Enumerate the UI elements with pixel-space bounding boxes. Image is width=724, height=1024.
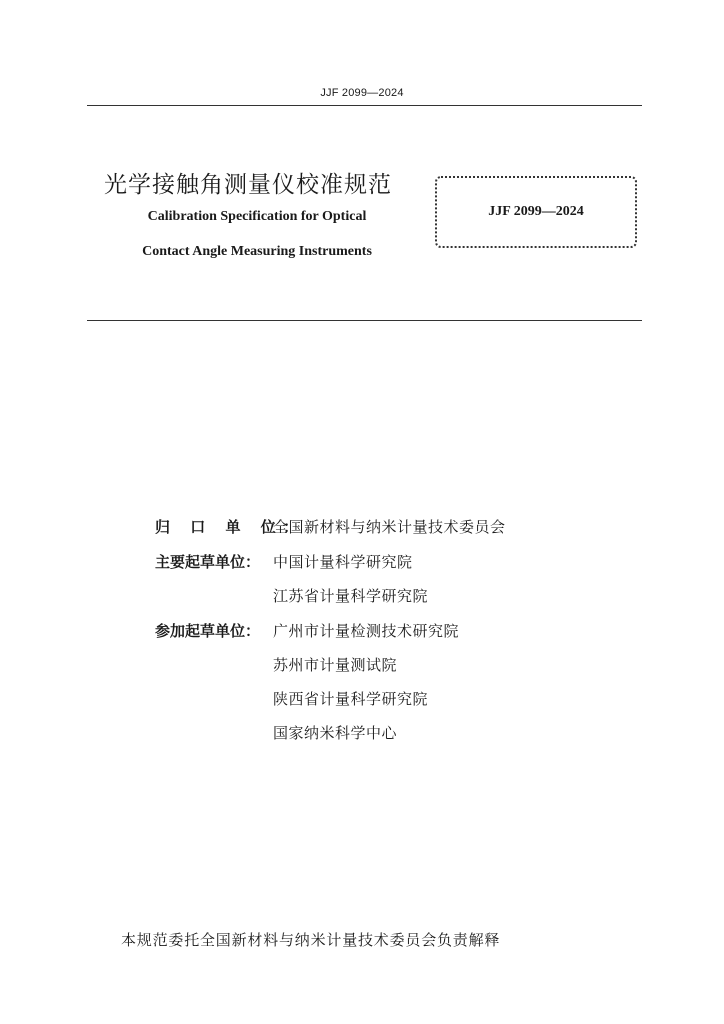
header-standard-code: JJF 2099—2024 xyxy=(320,87,404,99)
main-drafting-row-2 xyxy=(155,586,428,606)
participating-unit: 广州市计量检测技术研究院 xyxy=(273,622,460,640)
participating-row-2 xyxy=(155,655,397,675)
interpretation-note: 本规范委托全国新材料与纳米计量技术委员会负责解释 xyxy=(121,931,501,949)
main-drafting-label: 主要起草单位： xyxy=(155,553,261,571)
participating-row-3 xyxy=(155,689,428,709)
standard-code-box-text: JJF 2099—2024 xyxy=(488,204,584,219)
participating-unit: 苏州市计量测试院 xyxy=(273,656,398,674)
header-divider xyxy=(87,105,642,106)
main-drafting-unit: 中国计量科学研究院 xyxy=(273,553,413,571)
title-chinese: 光学接触角测量仪校准规范 xyxy=(104,172,392,198)
responsible-unit-row xyxy=(155,517,506,537)
participating-unit: 国家纳米科学中心 xyxy=(273,724,398,742)
title-english-line2: Contact Angle Measuring Instruments xyxy=(142,244,372,259)
responsible-unit-label: 归 口 单 位： xyxy=(155,518,306,536)
title-english-line1: Calibration Specification for Optical xyxy=(147,209,367,224)
participating-label: 参加起草单位： xyxy=(155,622,261,640)
title-divider xyxy=(87,320,642,321)
main-drafting-unit: 江苏省计量科学研究院 xyxy=(273,587,429,605)
responsible-unit-value: 全国新材料与纳米计量技术委员会 xyxy=(273,518,506,536)
main-drafting-row xyxy=(155,552,413,572)
participating-row xyxy=(155,621,459,641)
participating-row-4 xyxy=(155,723,397,743)
participating-unit: 陕西省计量科学研究院 xyxy=(273,690,429,708)
